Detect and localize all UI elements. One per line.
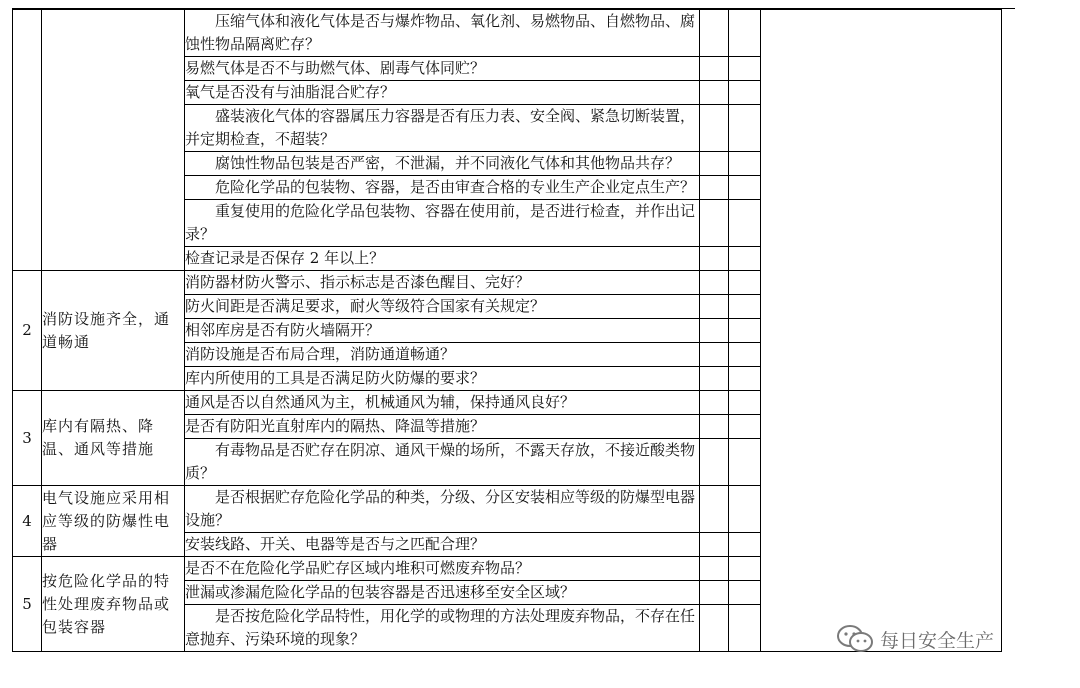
check-question: 通风是否以自然通风为主，机械通风为辅，保持通风良好？ (185, 393, 576, 411)
check-question: 是否根据贮存危险化学品的种类，分级、分区安装相应等级的防爆型电器设施？ (185, 488, 696, 529)
checklist-body (13, 10, 1002, 652)
result-cell-no[interactable] (729, 176, 761, 200)
result-cell-no[interactable] (729, 367, 761, 391)
result-cell-yes[interactable] (700, 10, 729, 57)
check-question: 危险化学品的包装物、容器，是否由审查合格的专业生产企业定点生产？ (215, 178, 696, 196)
result-cell-yes[interactable] (700, 439, 729, 486)
check-question-cell (185, 439, 700, 486)
result-cell-no[interactable] (729, 605, 761, 652)
table-row (13, 10, 1002, 57)
result-cell-no[interactable] (729, 319, 761, 343)
row-number (13, 10, 42, 271)
result-cell-yes[interactable] (700, 176, 729, 200)
check-question: 安装线路、开关、电器等是否与之匹配合理？ (185, 535, 486, 553)
result-cell-no[interactable] (729, 271, 761, 295)
check-question-cell (185, 247, 700, 271)
result-cell-yes[interactable] (700, 105, 729, 152)
check-item: 按危险化学品的特性处理废弃物品或包装容器 (42, 557, 185, 652)
result-cell-no[interactable] (729, 152, 761, 176)
result-cell-yes[interactable] (700, 271, 729, 295)
check-question-cell (185, 152, 700, 176)
check-question-cell (185, 343, 700, 367)
check-question: 重复使用的危险化学品包装物、容器在使用前，是否进行检查，并作出记录？ (185, 202, 696, 243)
watermark (836, 624, 994, 654)
check-question: 氧气是否没有与油脂混合贮存？ (185, 83, 396, 101)
result-cell-yes[interactable] (700, 557, 729, 581)
check-question: 易燃气体是否不与助燃气体、剧毒气体同贮？ (185, 59, 486, 77)
check-question-cell (185, 486, 700, 533)
check-question: 盛装液化气体的容器属压力容器是否有压力表、安全阀、紧急切断装置，并定期检查，不超装？ (185, 107, 696, 148)
result-cell-yes[interactable] (700, 200, 729, 247)
row-number: 5 (13, 557, 42, 652)
check-question-cell (185, 415, 700, 439)
result-cell-no[interactable] (729, 200, 761, 247)
result-cell-yes[interactable] (700, 57, 729, 81)
check-question-cell (185, 105, 700, 152)
result-cell-yes[interactable] (700, 391, 729, 415)
check-question: 消防器材防火警示、指示标志是否漆色醒目、完好？ (185, 273, 531, 291)
result-cell-no[interactable] (729, 81, 761, 105)
result-cell-yes[interactable] (700, 605, 729, 652)
check-question: 检查记录是否保存 2 年以上？ (185, 249, 385, 267)
result-cell-yes[interactable] (700, 581, 729, 605)
result-cell-yes[interactable] (700, 319, 729, 343)
result-cell-no[interactable] (729, 486, 761, 533)
check-question-cell (185, 367, 700, 391)
check-question: 有毒物品是否贮存在阴凉、通风干燥的场所，不露天存放，不接近酸类物质？ (185, 441, 696, 482)
wechat-icon (836, 624, 874, 654)
check-question-cell (185, 605, 700, 652)
check-item: 电气设施应采用相应等级的防爆性电器 (42, 486, 185, 557)
check-question-cell (185, 319, 700, 343)
check-question-cell (185, 176, 700, 200)
check-question-cell (185, 271, 700, 295)
result-cell-no[interactable] (729, 295, 761, 319)
check-question-cell (185, 57, 700, 81)
check-question-cell (185, 557, 700, 581)
result-cell-no[interactable] (729, 10, 761, 57)
result-cell-no[interactable] (729, 415, 761, 439)
row-number: 4 (13, 486, 42, 557)
result-cell-no[interactable] (729, 439, 761, 486)
check-question-cell (185, 10, 700, 57)
check-item (42, 10, 185, 271)
check-question: 防火间距是否满足要求，耐火等级符合国家有关规定？ (185, 297, 546, 315)
check-question: 是否有防阳光直射库内的隔热、降温等措施？ (185, 417, 486, 435)
row-number: 3 (13, 391, 42, 486)
check-question: 泄漏或渗漏危险化学品的包装容器是否迅速移至安全区域？ (185, 583, 576, 601)
result-cell-yes[interactable] (700, 152, 729, 176)
check-question: 相邻库房是否有防火墙隔开？ (185, 321, 381, 339)
result-cell-no[interactable] (729, 581, 761, 605)
result-cell-yes[interactable] (700, 533, 729, 557)
check-question: 是否不在危险化学品贮存区域内堆积可燃废弃物品？ (185, 559, 531, 577)
result-cell-no[interactable] (729, 391, 761, 415)
check-question-cell (185, 200, 700, 247)
check-question-cell (185, 295, 700, 319)
check-question-cell (185, 391, 700, 415)
watermark-text: 每日安全生产 (880, 629, 995, 652)
check-question: 腐蚀性物品包装是否严密，不泄漏，并不同液化气体和其他物品共存？ (215, 154, 681, 172)
result-cell-no[interactable] (729, 105, 761, 152)
result-cell-no[interactable] (729, 557, 761, 581)
result-cell-yes[interactable] (700, 343, 729, 367)
result-cell-yes[interactable] (700, 295, 729, 319)
result-cell-yes[interactable] (700, 486, 729, 533)
check-item: 消防设施齐全，通道畅通 (42, 271, 185, 391)
check-item: 库内有隔热、降温、通风等措施 (42, 391, 185, 486)
result-cell-yes[interactable] (700, 415, 729, 439)
check-question-cell (185, 581, 700, 605)
check-question: 是否按危险化学品特性，用化学的或物理的方法处理废弃物品，不存在任意抛弃、污染环境的现象？ (185, 607, 696, 648)
result-cell-no[interactable] (729, 533, 761, 557)
result-cell-yes[interactable] (700, 367, 729, 391)
row-number: 2 (13, 271, 42, 391)
result-cell-yes[interactable] (700, 81, 729, 105)
result-cell-no[interactable] (729, 247, 761, 271)
check-question: 消防设施是否布局合理，消防通道畅通？ (185, 345, 456, 363)
check-question: 库内所使用的工具是否满足防火防爆的要求？ (185, 369, 486, 387)
check-question: 压缩气体和液化气体是否与爆炸物品、氧化剂、易燃物品、自燃物品、腐蚀性物品隔离贮存？ (185, 12, 696, 53)
result-cell-no[interactable] (729, 57, 761, 81)
remarks-cell[interactable] (761, 10, 1002, 652)
checklist-table (12, 9, 1002, 652)
result-cell-yes[interactable] (700, 247, 729, 271)
check-question-cell (185, 533, 700, 557)
result-cell-no[interactable] (729, 343, 761, 367)
check-question-cell (185, 81, 700, 105)
